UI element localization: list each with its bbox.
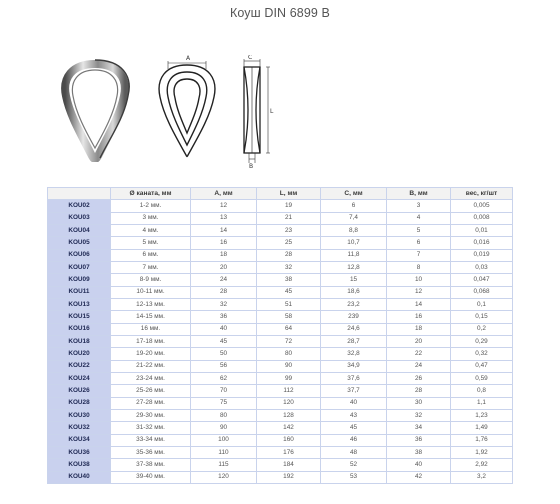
cell-a: 62 — [191, 372, 257, 384]
cell-a: 100 — [191, 434, 257, 446]
dimension-b-label: B — [249, 163, 254, 169]
table-row — [48, 323, 513, 335]
row-code: KOU20 — [48, 348, 111, 360]
table-row — [48, 348, 513, 360]
cell-a: 56 — [191, 360, 257, 372]
cell-weight: 1,49 — [451, 422, 513, 434]
row-code: KOU04 — [48, 224, 111, 236]
row-code: KOU05 — [48, 237, 111, 249]
table-row — [48, 311, 513, 323]
cell-a: 80 — [191, 409, 257, 421]
cell-b: 12 — [387, 286, 451, 298]
cell-rope-diameter: 39-40 мм. — [111, 471, 191, 483]
cell-c: 40 — [321, 397, 387, 409]
row-code: KOU09 — [48, 274, 111, 286]
cell-l: 21 — [257, 212, 321, 224]
cell-l: 176 — [257, 446, 321, 458]
table-row — [48, 249, 513, 261]
row-code: KOU36 — [48, 446, 111, 458]
table-row — [48, 372, 513, 384]
dimension-l-label: L — [270, 108, 274, 115]
table-row — [48, 471, 513, 483]
cell-a: 16 — [191, 237, 257, 249]
table-row — [48, 422, 513, 434]
cell-c: 52 — [321, 459, 387, 471]
cell-c: 45 — [321, 422, 387, 434]
cell-weight: 0,008 — [451, 212, 513, 224]
spec-table — [47, 187, 513, 484]
cell-weight: 0,019 — [451, 249, 513, 261]
table-row — [48, 409, 513, 421]
table-row — [48, 200, 513, 212]
row-code: KOU03 — [48, 212, 111, 224]
cell-rope-diameter: 35-36 мм. — [111, 446, 191, 458]
cell-a: 45 — [191, 335, 257, 347]
row-code: KOU15 — [48, 311, 111, 323]
cell-c: 37,7 — [321, 385, 387, 397]
cell-weight: 0,2 — [451, 323, 513, 335]
table-row — [48, 286, 513, 298]
cell-c: 6 — [321, 200, 387, 212]
dimension-c-label: C — [248, 55, 253, 61]
cell-l: 112 — [257, 385, 321, 397]
row-code: KOU18 — [48, 335, 111, 347]
row-code: KOU30 — [48, 409, 111, 421]
cell-c: 239 — [321, 311, 387, 323]
cell-c: 34,9 — [321, 360, 387, 372]
cell-a: 120 — [191, 471, 257, 483]
row-code: KOU32 — [48, 422, 111, 434]
cell-c: 15 — [321, 274, 387, 286]
cell-c: 23,2 — [321, 298, 387, 310]
row-code: KOU38 — [48, 459, 111, 471]
cell-a: 90 — [191, 422, 257, 434]
cell-weight: 0,1 — [451, 298, 513, 310]
cell-b: 4 — [387, 212, 451, 224]
cell-weight: 0,15 — [451, 311, 513, 323]
thimble-photo — [60, 58, 130, 162]
row-code: KOU28 — [48, 397, 111, 409]
cell-rope-diameter: 21-22 мм. — [111, 360, 191, 372]
cell-a: 50 — [191, 348, 257, 360]
table-row — [48, 212, 513, 224]
cell-weight: 0,016 — [451, 237, 513, 249]
header-c: C, мм — [321, 188, 387, 200]
cell-c: 18,6 — [321, 286, 387, 298]
cell-weight: 1,23 — [451, 409, 513, 421]
cell-a: 75 — [191, 397, 257, 409]
cell-weight: 0,03 — [451, 261, 513, 273]
cell-rope-diameter: 7 мм. — [111, 261, 191, 273]
row-code: KOU06 — [48, 249, 111, 261]
cell-l: 23 — [257, 224, 321, 236]
cell-a: 32 — [191, 298, 257, 310]
cell-b: 5 — [387, 224, 451, 236]
cell-c: 43 — [321, 409, 387, 421]
cell-a: 13 — [191, 212, 257, 224]
cell-rope-diameter: 8-9 мм. — [111, 274, 191, 286]
cell-rope-diameter: 37-38 мм. — [111, 459, 191, 471]
cell-l: 192 — [257, 471, 321, 483]
cell-a: 20 — [191, 261, 257, 273]
cell-c: 24,6 — [321, 323, 387, 335]
row-code: KOU26 — [48, 385, 111, 397]
cell-weight: 1,76 — [451, 434, 513, 446]
cell-weight: 1,92 — [451, 446, 513, 458]
cell-weight: 3,2 — [451, 471, 513, 483]
table-row — [48, 224, 513, 236]
table-row — [48, 298, 513, 310]
cell-b: 18 — [387, 323, 451, 335]
table-body — [48, 200, 513, 484]
cell-rope-diameter: 16 мм. — [111, 323, 191, 335]
cell-rope-diameter: 4 мм. — [111, 224, 191, 236]
cell-rope-diameter: 17-18 мм. — [111, 335, 191, 347]
cell-rope-diameter: 5 мм. — [111, 237, 191, 249]
cell-l: 32 — [257, 261, 321, 273]
cell-a: 28 — [191, 286, 257, 298]
cell-l: 28 — [257, 249, 321, 261]
row-code: KOU13 — [48, 298, 111, 310]
cell-c: 28,7 — [321, 335, 387, 347]
cell-weight: 0,29 — [451, 335, 513, 347]
cell-weight: 0,59 — [451, 372, 513, 384]
cell-l: 160 — [257, 434, 321, 446]
table-row — [48, 335, 513, 347]
cell-a: 40 — [191, 323, 257, 335]
cell-rope-diameter: 29-30 мм. — [111, 409, 191, 421]
cell-b: 42 — [387, 471, 451, 483]
cell-l: 51 — [257, 298, 321, 310]
cell-c: 7,4 — [321, 212, 387, 224]
row-code: KOU40 — [48, 471, 111, 483]
cell-l: 45 — [257, 286, 321, 298]
cell-b: 26 — [387, 372, 451, 384]
cell-rope-diameter: 1-2 мм. — [111, 200, 191, 212]
cell-b: 22 — [387, 348, 451, 360]
cell-weight: 0,32 — [451, 348, 513, 360]
cell-l: 184 — [257, 459, 321, 471]
header-a: A, мм — [191, 188, 257, 200]
cell-l: 80 — [257, 348, 321, 360]
cell-c: 8,8 — [321, 224, 387, 236]
cell-l: 58 — [257, 311, 321, 323]
cell-b: 34 — [387, 422, 451, 434]
row-code: KOU11 — [48, 286, 111, 298]
table-row — [48, 459, 513, 471]
table-row — [48, 274, 513, 286]
row-code: KOU34 — [48, 434, 111, 446]
cell-a: 12 — [191, 200, 257, 212]
cell-weight: 0,005 — [451, 200, 513, 212]
table-row — [48, 360, 513, 372]
cell-l: 25 — [257, 237, 321, 249]
cell-l: 128 — [257, 409, 321, 421]
cell-b: 16 — [387, 311, 451, 323]
header-b: B, мм — [387, 188, 451, 200]
cell-l: 64 — [257, 323, 321, 335]
header-row — [48, 188, 513, 200]
thimble-front-drawing — [152, 55, 222, 163]
cell-c: 12,8 — [321, 261, 387, 273]
cell-weight: 0,47 — [451, 360, 513, 372]
cell-l: 99 — [257, 372, 321, 384]
cell-a: 110 — [191, 446, 257, 458]
cell-a: 70 — [191, 385, 257, 397]
cell-b: 40 — [387, 459, 451, 471]
cell-b: 24 — [387, 360, 451, 372]
cell-b: 32 — [387, 409, 451, 421]
cell-rope-diameter: 10-11 мм. — [111, 286, 191, 298]
row-code: KOU22 — [48, 360, 111, 372]
cell-rope-diameter: 14-15 мм. — [111, 311, 191, 323]
cell-b: 6 — [387, 237, 451, 249]
cell-c: 11,8 — [321, 249, 387, 261]
table-row — [48, 261, 513, 273]
cell-b: 3 — [387, 200, 451, 212]
cell-b: 8 — [387, 261, 451, 273]
cell-l: 90 — [257, 360, 321, 372]
cell-c: 46 — [321, 434, 387, 446]
table-row — [48, 237, 513, 249]
row-code: KOU16 — [48, 323, 111, 335]
cell-a: 24 — [191, 274, 257, 286]
header-weight: вес, кг/шт — [451, 188, 513, 200]
cell-l: 38 — [257, 274, 321, 286]
cell-b: 14 — [387, 298, 451, 310]
cell-a: 115 — [191, 459, 257, 471]
row-code: KOU24 — [48, 372, 111, 384]
cell-l: 142 — [257, 422, 321, 434]
cell-rope-diameter: 12-13 мм. — [111, 298, 191, 310]
thimble-side-drawing — [232, 55, 274, 169]
table-row — [48, 434, 513, 446]
cell-l: 72 — [257, 335, 321, 347]
cell-weight: 0,01 — [451, 224, 513, 236]
cell-rope-diameter: 33-34 мм. — [111, 434, 191, 446]
cell-a: 14 — [191, 224, 257, 236]
cell-l: 19 — [257, 200, 321, 212]
cell-a: 36 — [191, 311, 257, 323]
cell-rope-diameter: 25-26 мм. — [111, 385, 191, 397]
cell-b: 28 — [387, 385, 451, 397]
row-code: KOU07 — [48, 261, 111, 273]
cell-rope-diameter: 6 мм. — [111, 249, 191, 261]
cell-b: 30 — [387, 397, 451, 409]
table-row — [48, 446, 513, 458]
cell-l: 120 — [257, 397, 321, 409]
cell-c: 37,6 — [321, 372, 387, 384]
page-title: Коуш DIN 6899 B — [230, 6, 330, 20]
cell-weight: 2,92 — [451, 459, 513, 471]
cell-b: 38 — [387, 446, 451, 458]
cell-b: 7 — [387, 249, 451, 261]
cell-b: 20 — [387, 335, 451, 347]
cell-rope-diameter: 23-24 мм. — [111, 372, 191, 384]
cell-rope-diameter: 19-20 мм. — [111, 348, 191, 360]
cell-c: 10,7 — [321, 237, 387, 249]
header-rope-diameter: Ø каната, мм — [111, 188, 191, 200]
cell-weight: 0,047 — [451, 274, 513, 286]
cell-weight: 1,1 — [451, 397, 513, 409]
row-code: KOU02 — [48, 200, 111, 212]
cell-c: 48 — [321, 446, 387, 458]
cell-rope-diameter: 31-32 мм. — [111, 422, 191, 434]
cell-rope-diameter: 3 мм. — [111, 212, 191, 224]
header-l: L, мм — [257, 188, 321, 200]
cell-b: 36 — [387, 434, 451, 446]
cell-weight: 0,068 — [451, 286, 513, 298]
header-code — [48, 188, 111, 200]
table-row — [48, 385, 513, 397]
cell-b: 10 — [387, 274, 451, 286]
cell-a: 18 — [191, 249, 257, 261]
cell-weight: 0,8 — [451, 385, 513, 397]
table-row — [48, 397, 513, 409]
dimension-a-label: A — [186, 55, 191, 62]
cell-c: 32,8 — [321, 348, 387, 360]
cell-c: 53 — [321, 471, 387, 483]
cell-rope-diameter: 27-28 мм. — [111, 397, 191, 409]
